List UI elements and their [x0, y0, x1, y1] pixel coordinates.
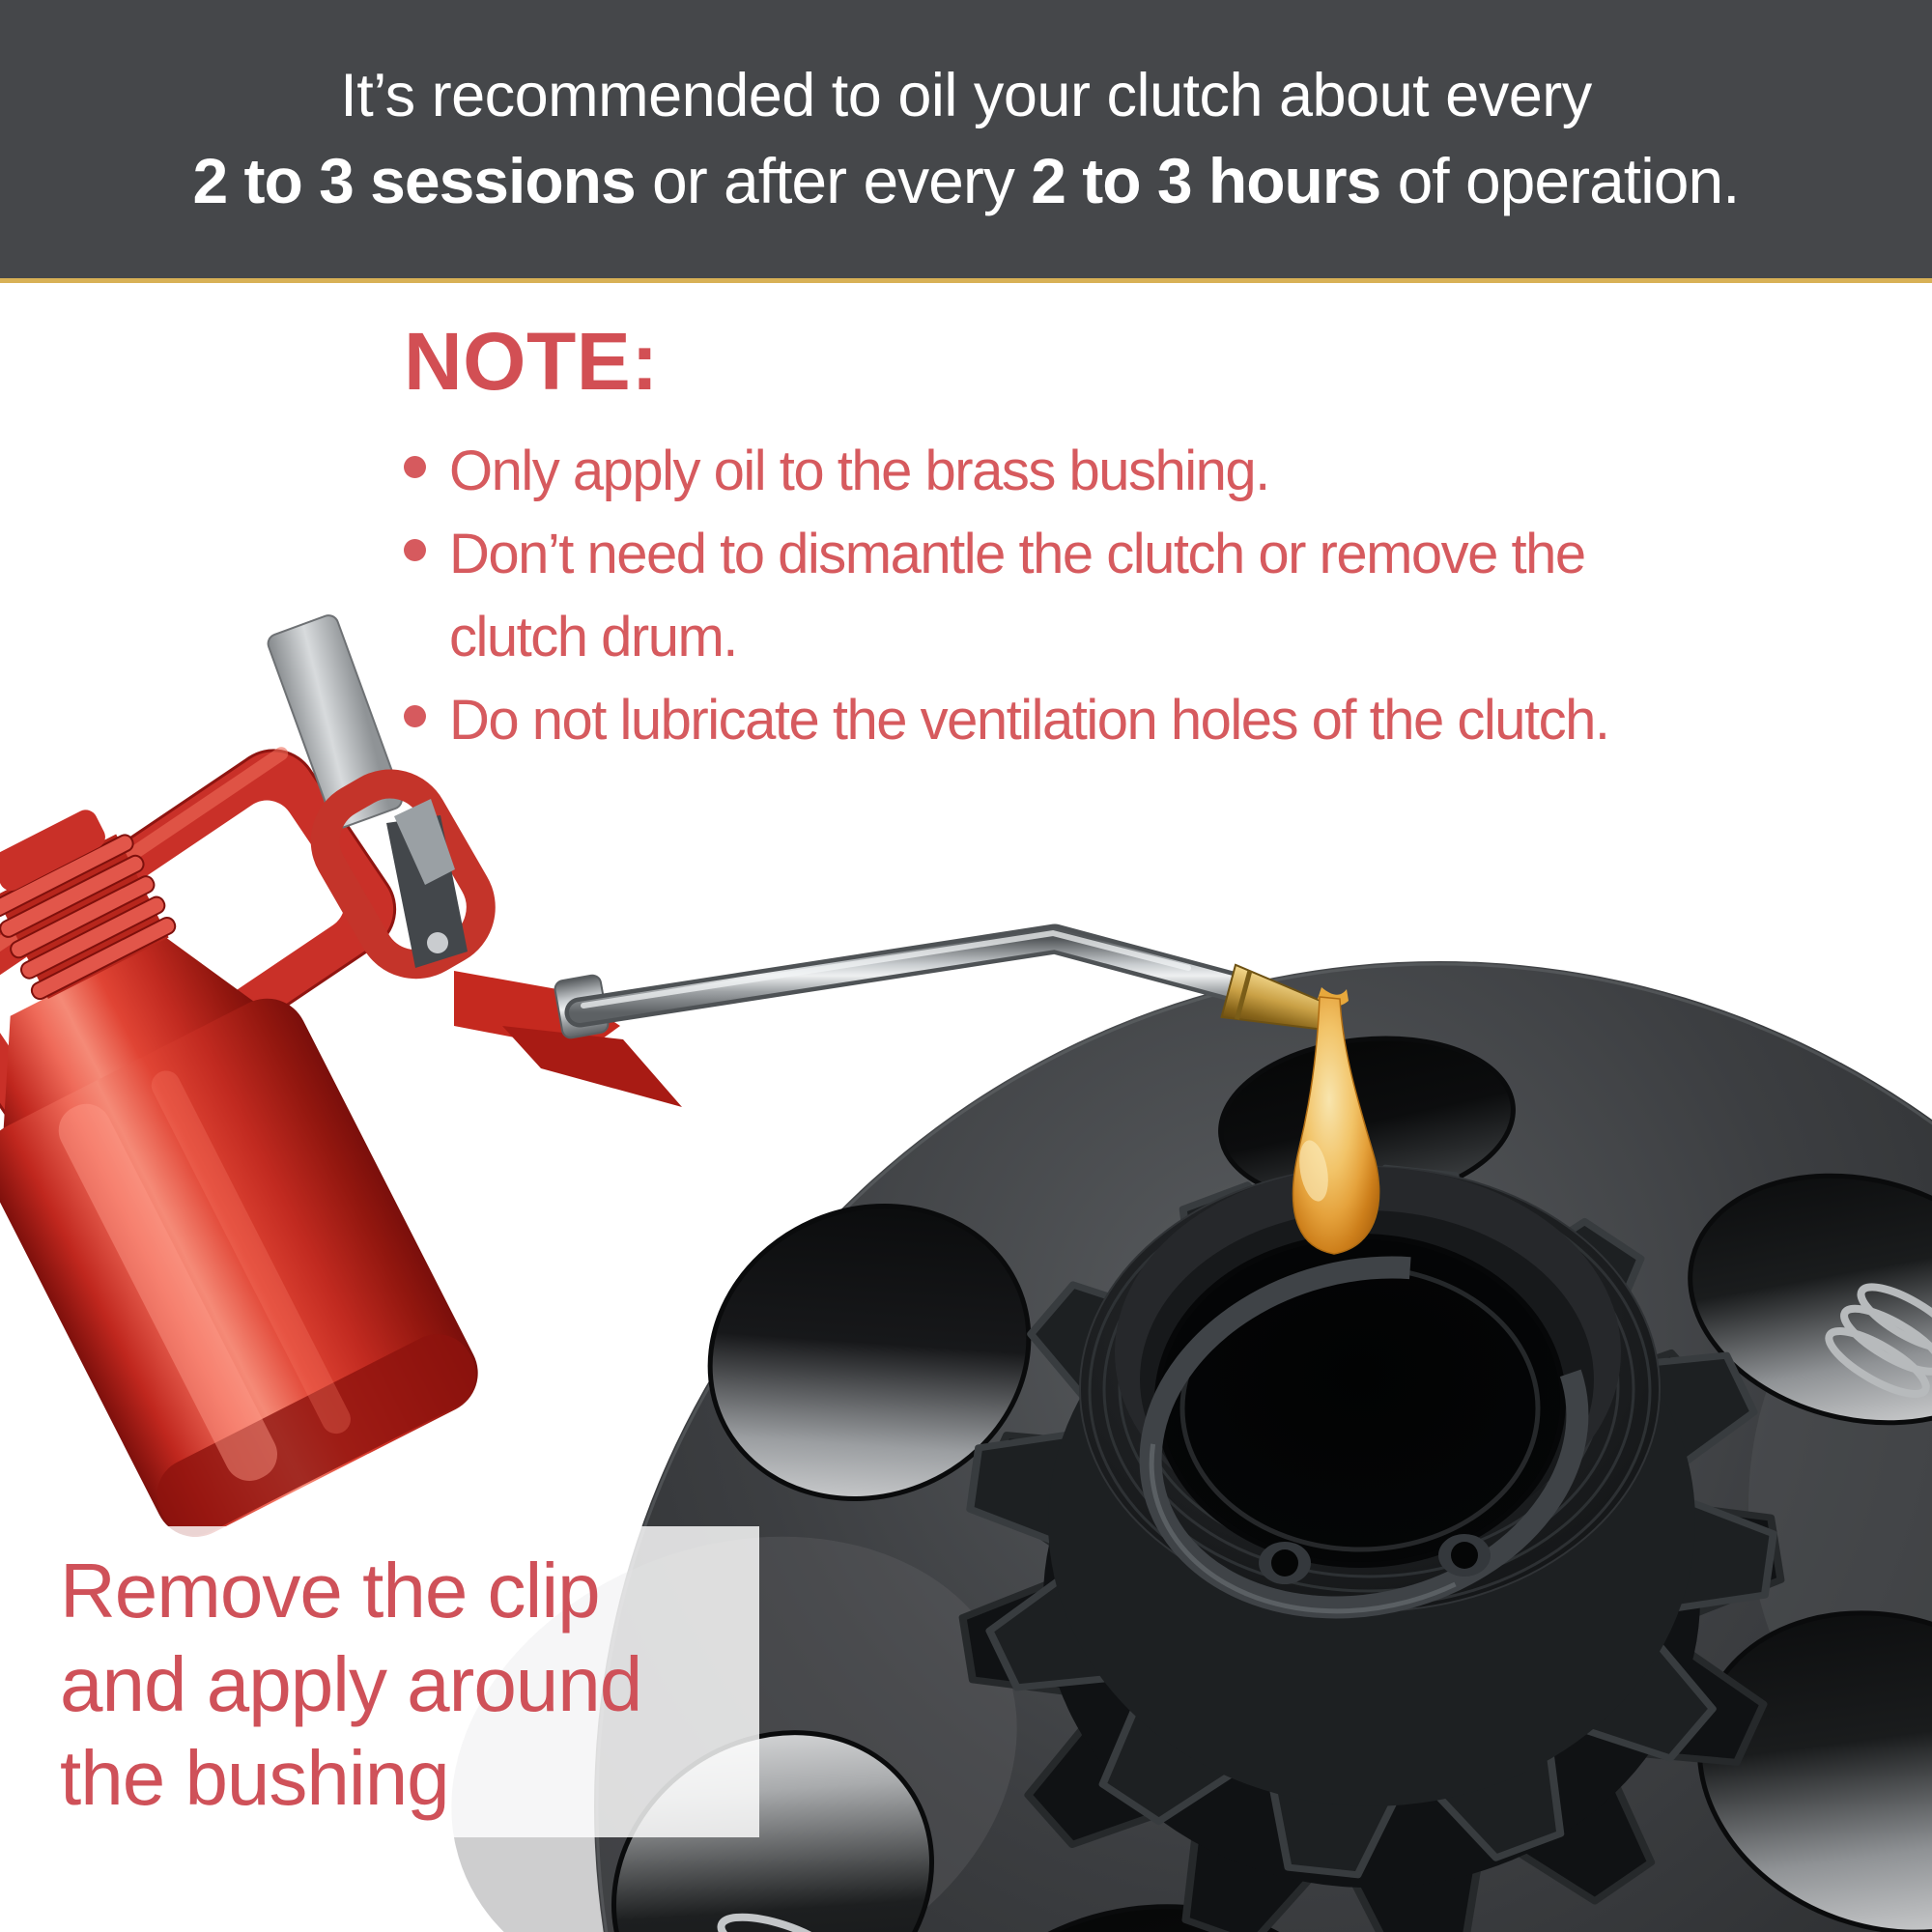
header-line-2-part: 2 to 3 hours	[1031, 145, 1381, 216]
caption-text	[60, 1544, 641, 1825]
note-heading: NOTE:	[404, 316, 659, 407]
note-bullet-text: Only apply oil to the brass bushing.	[449, 440, 1269, 502]
caption-line: and apply around	[60, 1641, 642, 1727]
note-section	[404, 315, 1911, 762]
note-bullet	[404, 430, 1911, 513]
note-bullet-text: Don’t need to dismantle the clutch or remove the clutch drum.	[449, 523, 1585, 668]
note-bullet	[404, 513, 1911, 679]
bullet-dot-icon	[404, 539, 426, 561]
bullet-dot-icon	[404, 456, 426, 478]
header-line-2-part: 2 to 3 sessions	[192, 145, 636, 216]
gold-divider	[0, 278, 1932, 283]
header-line-2	[192, 144, 1739, 217]
bullet-dot-icon	[404, 705, 426, 727]
note-bullet	[404, 679, 1911, 762]
note-bullet-text: Do not lubricate the ventilation holes of the clutch.	[449, 689, 1609, 752]
caption-box	[0, 1526, 759, 1837]
header-line-1: It’s recommended to oil your clutch about every	[340, 62, 1592, 129]
header-line-2-part: of operation.	[1380, 145, 1740, 216]
note-bullet-list	[404, 430, 1911, 762]
caption-line: Remove the clip	[60, 1548, 600, 1634]
header-line-2-part: or after every	[635, 145, 1032, 216]
caption-line: the bushing	[60, 1735, 449, 1821]
header-band	[0, 0, 1932, 278]
brass-bushing-bore	[1157, 1236, 1563, 1565]
